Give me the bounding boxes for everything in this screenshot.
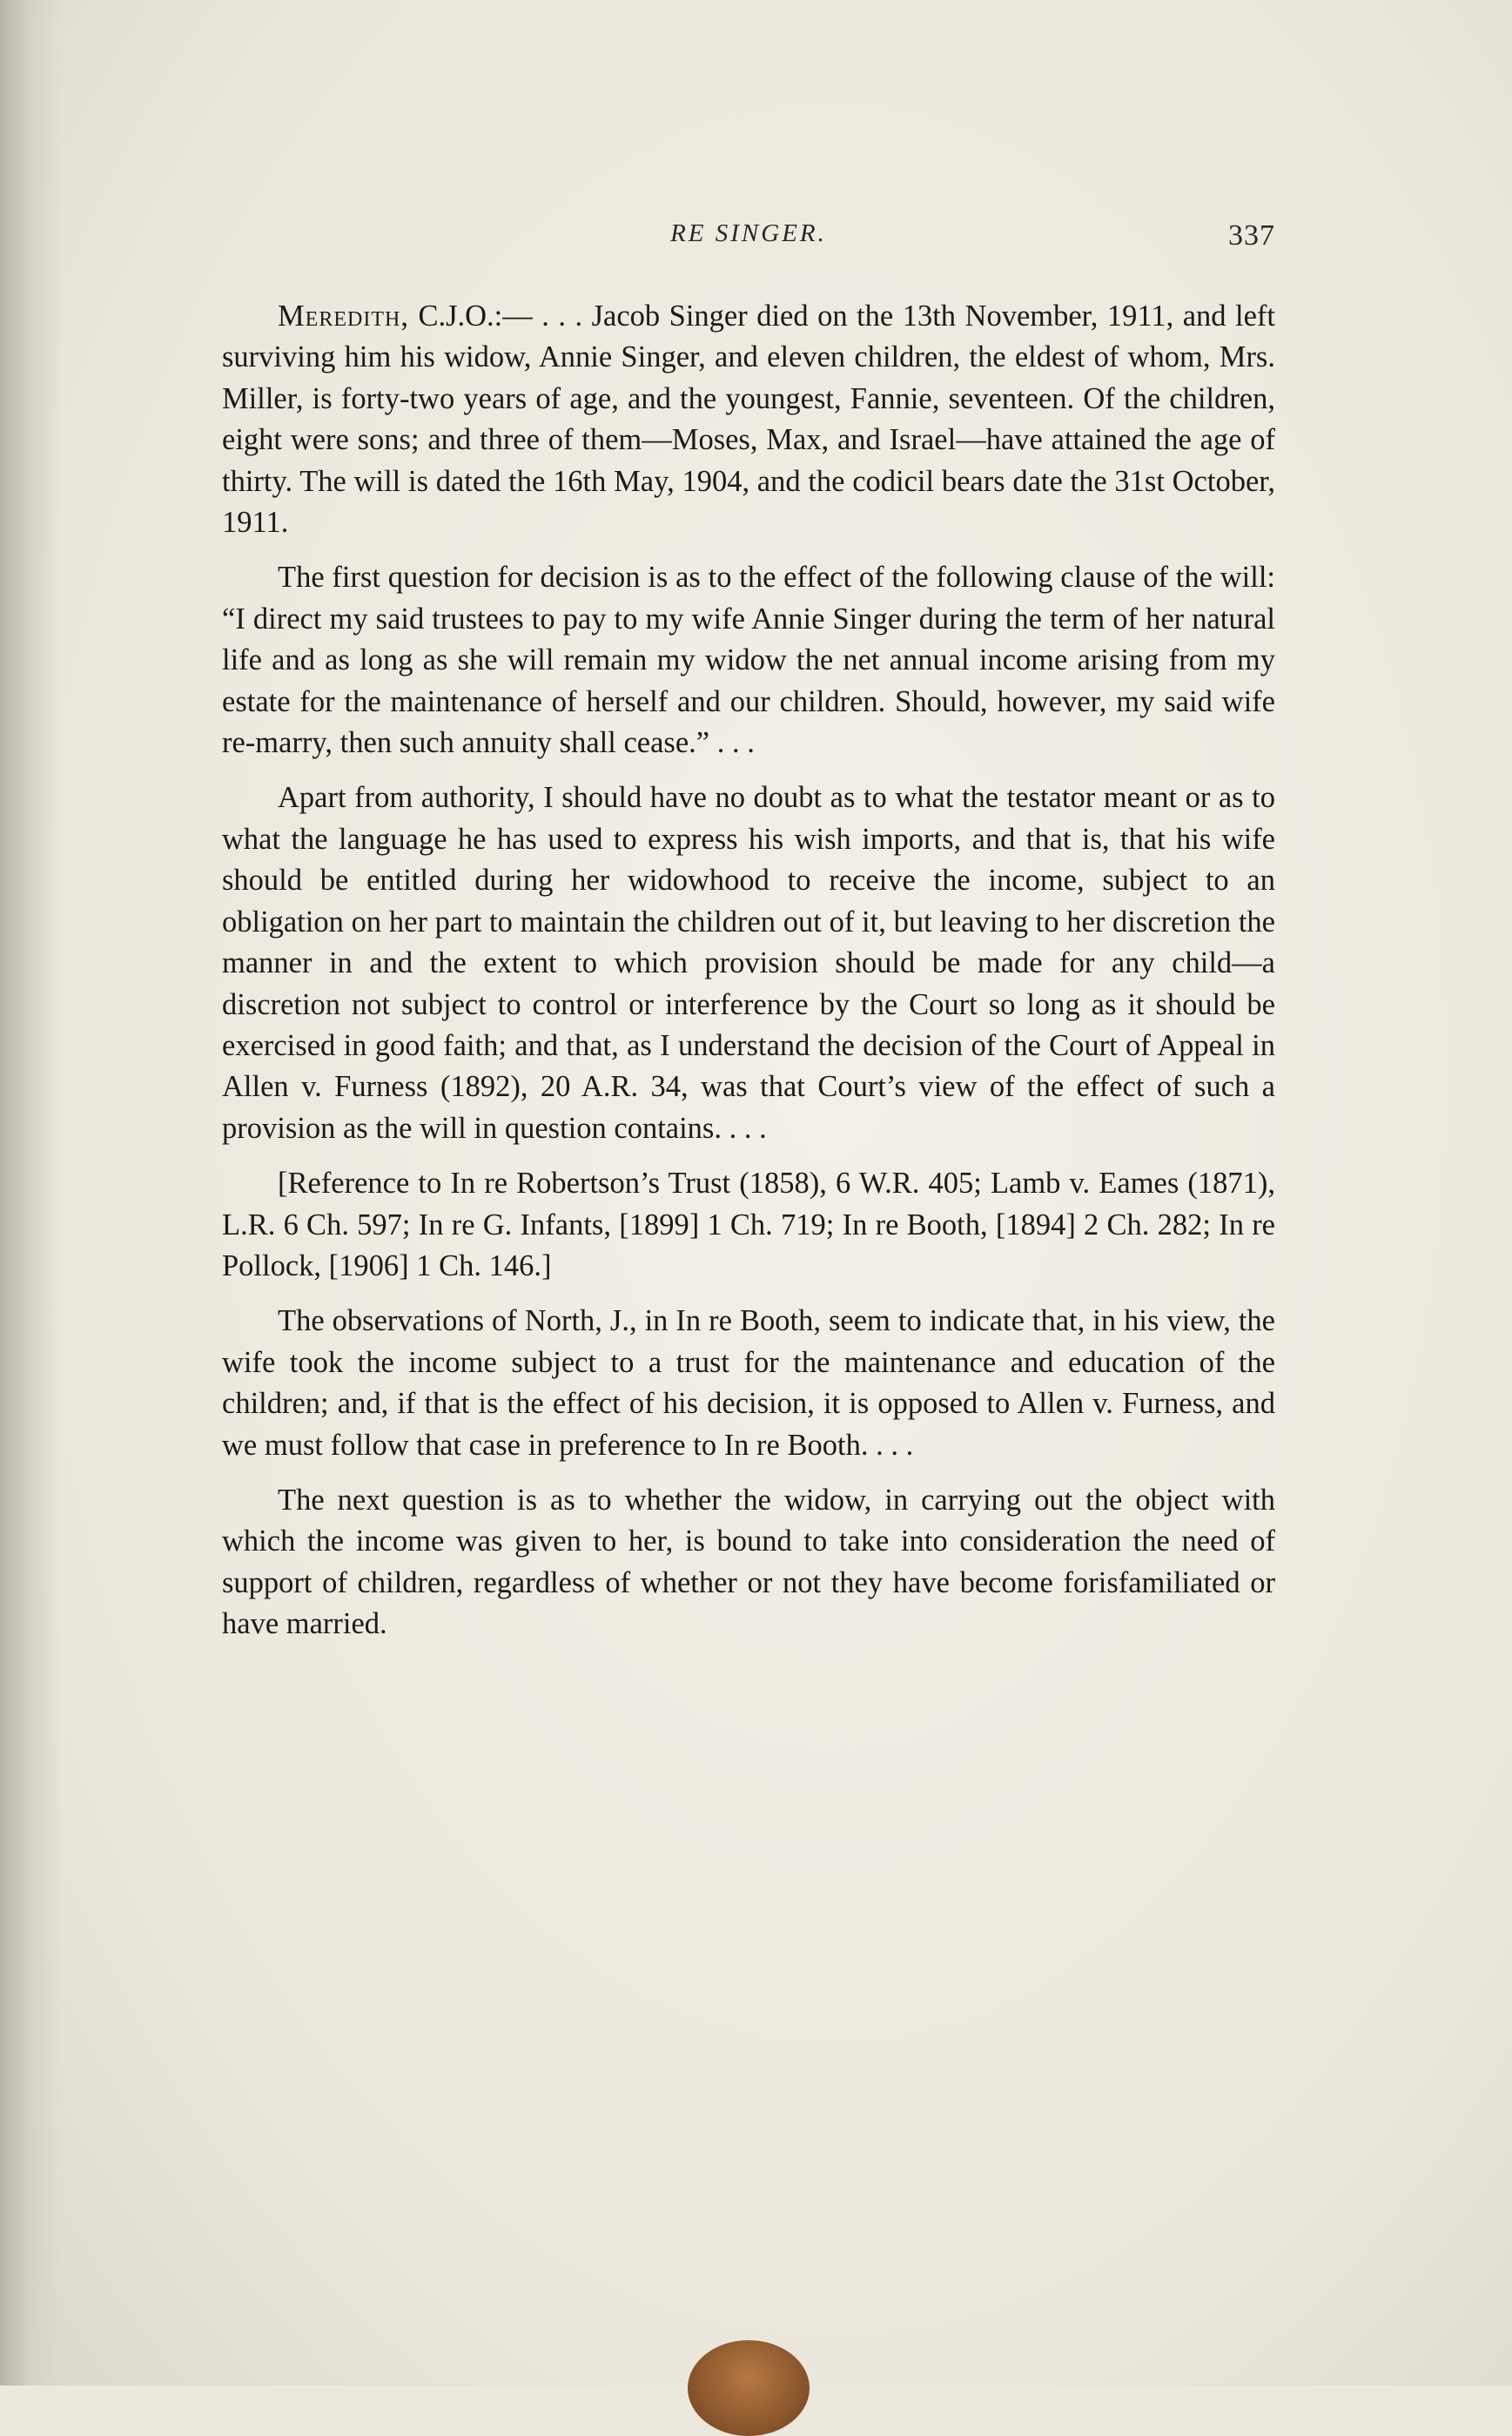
running-head: RE SINGER. <box>670 219 827 247</box>
page-gutter-shadow <box>0 0 61 2386</box>
paragraph-4: [Reference to In re Robertson’s Trust (1858), 6 W.R. 405; Lamb v. Eames (1871), L.R. 6 Ch. 597; In re G. Infants, [1899] 1 Ch. 719; In re Booth, [1894] 2 Ch. 282; In re Pollock, [1906] 1 Ch. 146.] <box>222 1167 1275 1282</box>
paragraph-6: The next question is as to whether the widow, in carrying out the object with which the income was given to her, is bound to take into consideration the need of support of children, regardless of whether or not they have become forisfamiliated or have married. <box>222 1483 1275 1641</box>
paragraph-5: The observations of North, J., in In re Booth, seem to indicate that, in his view, the wife took the income subject to a trust for the maintenance and education of the children; and, if that is the effect of his decision, it is opposed to Allen v. Furness, and we must follow that case in preference to In re Booth. . . . <box>222 1304 1275 1462</box>
paragraph-1-text: C.J.O.:— . . . Jacob Singer died on the 13th November, 1911, and left surviving him his widow, Annie Singer, and eleven children, the eldest of whom, Mrs. Miller, is forty-two years of age, and the youngest, Fannie, seventeen. Of the children, eight were sons; and three of them—Moses, Max, and Israel—have attained the age of thirty. The will is dated the 16th May, 1904, and the codicil bears date the 31st October, 1911. <box>222 299 1275 540</box>
judge-name: Meredith, <box>278 299 409 333</box>
body-text <box>222 296 1275 1659</box>
page-header <box>222 219 1275 263</box>
thumb-shadow <box>688 2340 810 2436</box>
page-number: 337 <box>1228 219 1275 252</box>
paragraph-2: The first question for decision is as to the effect of the following clause of the will: “I direct my said trustees to pay to my wife Annie Singer during the term of her natural life and as long as she will remain my widow the net annual income arising from my estate for the maintenance of herself and our children. Should, however, my said wife re-marry, then such annuity shall cease.” . . . <box>222 561 1275 760</box>
paragraph-3: Apart from authority, I should have no doubt as to what the testator meant or as to what the language he has used to express his wish imports, and that is, that his wife should be entitled during her widowhood to receive the income, subject to an obligation on her part to maintain the children out of it, but leaving to her discretion the manner in and the extent to which provision should be made for any child—a discretion not subject to control or interference by the Court so long as it should be exercised in good faith; and that, as I understand the decision of the Court of Appeal in Allen v. Furness (1892), 20 A.R. 34, was that Court’s view of the effect of such a provision as the will in question contains. . . . <box>222 781 1275 1145</box>
paragraph-1 <box>222 296 1275 543</box>
